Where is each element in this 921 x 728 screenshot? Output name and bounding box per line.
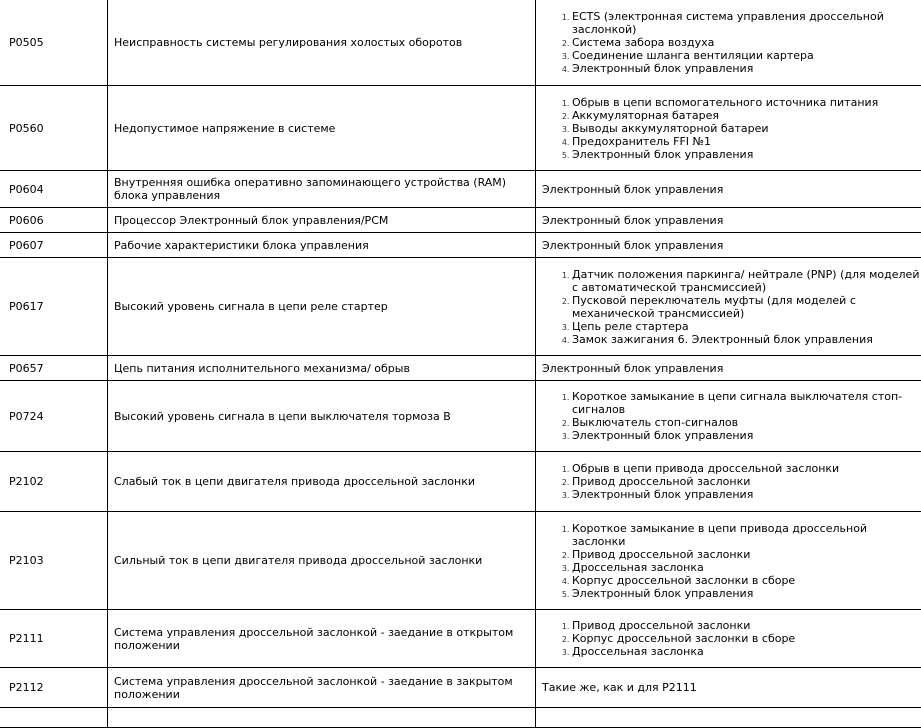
list-item: 1. ECTS (электронная система управления дроссельной заслонкой): [572, 10, 921, 36]
fault-causes: [536, 452, 921, 512]
list-item: 3. Электронный блок управления: [572, 488, 921, 501]
fault-code: P0505: [0, 0, 108, 86]
fault-description: Высокий уровень сигнала в цепи выключателя тормоза B: [108, 381, 536, 452]
table-row: [0, 610, 921, 668]
list-item: 2. Аккумуляторная батарея: [572, 109, 921, 122]
table-row: [0, 512, 921, 610]
list-item: 3. Выводы аккумуляторной батареи: [572, 122, 921, 135]
fault-causes: [536, 610, 921, 668]
fault-code: P0724: [0, 381, 108, 452]
fault-code: P0606: [0, 208, 108, 233]
list-item: 3. Дроссельная заслонка: [572, 561, 921, 574]
fault-description: Неисправность системы регулирования холостых оборотов: [108, 0, 536, 86]
list-item: 2. Привод дроссельной заслонки: [572, 475, 921, 488]
fault-causes: [536, 0, 921, 86]
list-item: 4. Корпус дроссельной заслонки в сборе: [572, 574, 921, 587]
list-item: 1. Датчик положения паркинга/ нейтрале (PNP) (для моделей с автоматической трансмиссией): [572, 268, 921, 294]
fault-causes: Такие же, как и для P2111: [536, 668, 921, 708]
fault-description: Недопустимое напряжение в системе: [108, 86, 536, 171]
list-item: 4. Замок зажигания 6. Электронный блок управления: [572, 333, 921, 346]
list-item: 2. Выключатель стоп-сигналов: [572, 416, 921, 429]
fault-description: Система управления дроссельной заслонкой - заедание в открытом положении: [108, 610, 536, 668]
table-row: [0, 258, 921, 356]
causes-list: [542, 390, 921, 442]
causes-list: [542, 10, 921, 75]
table-row: [0, 452, 921, 512]
fault-code: P2111: [0, 610, 108, 668]
list-item: 1. Обрыв в цепи вспомогательного источника питания: [572, 96, 921, 109]
fault-description: Слабый ток в цепи двигателя привода дроссельной заслонки: [108, 452, 536, 512]
fault-description: Система управления дроссельной заслонкой - заедание в закрытом положении: [108, 668, 536, 708]
fault-causes: Электронный блок управления: [536, 356, 921, 381]
table-row: [0, 356, 921, 381]
table-row: [0, 381, 921, 452]
list-item: 5. Электронный блок управления: [572, 587, 921, 600]
fault-description: Сильный ток в цепи двигателя привода дроссельной заслонки: [108, 512, 536, 610]
fault-code: P0657: [0, 356, 108, 381]
list-item: 2. Пусковой переключатель муфты (для моделей с механической трансмиссией): [572, 294, 921, 320]
fault-causes: [536, 86, 921, 171]
fault-description: Цепь питания исполнительного механизма/ обрыв: [108, 356, 536, 381]
fault-description: Процессор Электронный блок управления/PCM: [108, 208, 536, 233]
fault-code: P0604: [0, 171, 108, 208]
causes-list: [542, 268, 921, 346]
fault-code: P2102: [0, 452, 108, 512]
fault-causes: [536, 512, 921, 610]
causes-list: [542, 96, 921, 161]
table-row: [0, 668, 921, 708]
fault-description: [108, 708, 536, 728]
fault-code: P2103: [0, 512, 108, 610]
fault-code: P2112: [0, 668, 108, 708]
fault-code: P0607: [0, 233, 108, 258]
list-item: 1. Короткое замыкание в цепи сигнала выключателя стоп-сигналов: [572, 390, 921, 416]
fault-code: P0617: [0, 258, 108, 356]
list-item: 5. Электронный блок управления: [572, 148, 921, 161]
causes-list: [542, 619, 921, 658]
list-item: 1. Короткое замыкание в цепи привода дроссельной заслонки: [572, 522, 921, 548]
list-item: 2. Корпус дроссельной заслонки в сборе: [572, 632, 921, 645]
fault-causes: [536, 258, 921, 356]
fault-code: P0560: [0, 86, 108, 171]
list-item: 2. Система забора воздуха: [572, 36, 921, 49]
list-item: 1. Привод дроссельной заслонки: [572, 619, 921, 632]
list-item: 4. Предохранитель FFI №1: [572, 135, 921, 148]
fault-description: Высокий уровень сигнала в цепи реле стартер: [108, 258, 536, 356]
causes-list: [542, 522, 921, 600]
fault-causes: Электронный блок управления: [536, 171, 921, 208]
fault-description: Рабочие характеристики блока управления: [108, 233, 536, 258]
table-row: [0, 708, 921, 728]
fault-causes: [536, 708, 921, 728]
fault-code: [0, 708, 108, 728]
table-row: [0, 86, 921, 171]
fault-causes: Электронный блок управления: [536, 208, 921, 233]
causes-list: [542, 462, 921, 501]
table-row: [0, 233, 921, 258]
table-row: [0, 171, 921, 208]
fault-description: Внутренняя ошибка оперативно запоминающего устройства (RAM) блока управления: [108, 171, 536, 208]
list-item: 1. Обрыв в цепи привода дроссельной заслонки: [572, 462, 921, 475]
list-item: 3. Дроссельная заслонка: [572, 645, 921, 658]
table-row: [0, 208, 921, 233]
fault-causes: [536, 381, 921, 452]
list-item: 3. Электронный блок управления: [572, 429, 921, 442]
list-item: 3. Соединение шланга вентиляции картера: [572, 49, 921, 62]
fault-causes: Электронный блок управления: [536, 233, 921, 258]
list-item: 3. Цепь реле стартера: [572, 320, 921, 333]
list-item: 4. Электронный блок управления: [572, 62, 921, 75]
table-row: [0, 0, 921, 86]
list-item: 2. Привод дроссельной заслонки: [572, 548, 921, 561]
